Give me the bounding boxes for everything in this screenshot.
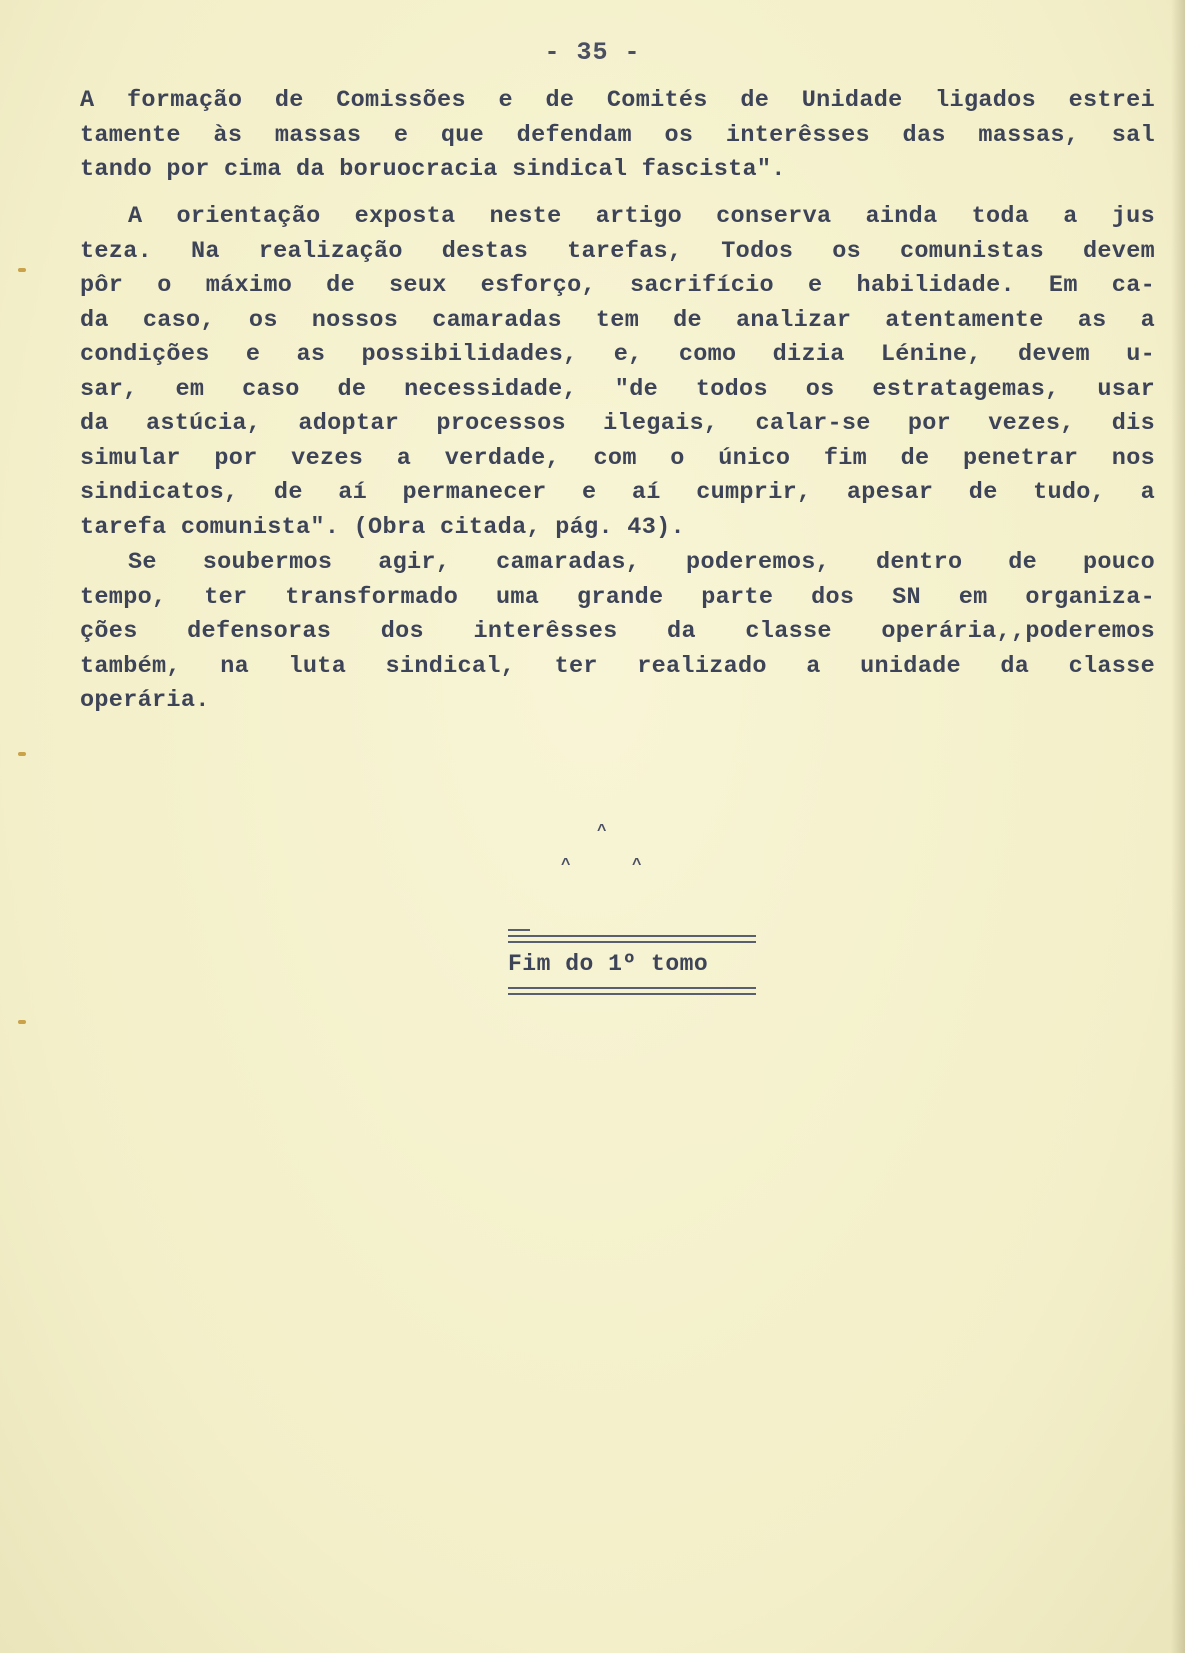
divider [508, 929, 530, 931]
text-line: tempo, ter transformado uma grande parte dos SN em organiza- [80, 583, 1155, 611]
text-line: sar, em caso de necessidade, "de todos os estratagemas, usar [80, 375, 1155, 403]
text-line: operária. [80, 687, 210, 714]
divider [508, 935, 756, 937]
end-of-volume-box [508, 925, 756, 999]
text-line: Se soubermos agir, camaradas, poderemos, dentro de pouco [128, 549, 1155, 576]
text-line: tarefa comunista". (Obra citada, pág. 43). [80, 513, 685, 541]
text-line: tamente às massas e que defendam os interêsses das massas, sal [80, 121, 1155, 149]
text-line: simular por vezes a verdade, com o único fim de penetrar nos [80, 444, 1155, 472]
margin-stain [18, 268, 26, 272]
divider [508, 987, 756, 989]
paragraph-2 [80, 200, 1155, 545]
paragraph-3 [80, 546, 1155, 719]
text-line: A orientação exposta neste artigo conserva ainda toda a jus [128, 203, 1155, 230]
text-line: condições e as possibilidades, e, como dizia Lénine, devem u- [80, 341, 1155, 368]
ornament-caret: ^ [561, 856, 571, 874]
ornament-caret: ^ [597, 822, 607, 840]
text-line: da caso, os nossos camaradas tem de analizar atentamente as a [80, 306, 1155, 334]
text-line: pôr o máximo de seux esforço, sacrifício e habilidade. Em ca- [80, 272, 1155, 299]
text-line: A formação de Comissões e de Comités de Unidade ligados estrei [80, 87, 1155, 114]
page-number: - 35 - [544, 38, 641, 67]
margin-stain [18, 752, 26, 756]
ornament-caret: ^ [632, 856, 642, 874]
divider [508, 941, 756, 943]
end-of-volume-label: Fim do 1º tomo [508, 951, 709, 977]
page-edge-shadow [1171, 0, 1185, 1653]
text-line: tando por cima da boruocracia sindical fascista". [80, 156, 786, 183]
text-line: sindicatos, de aí permanecer e aí cumprir, apesar de tudo, a [80, 479, 1155, 506]
margin-stain [18, 1020, 26, 1024]
text-line: ções defensoras dos interêsses da classe operária,,poderemos [80, 618, 1155, 645]
divider [508, 993, 756, 995]
text-line: teza. Na realização destas tarefas, Todos os comunistas devem [80, 237, 1155, 265]
text-line: também, na luta sindical, ter realizado a unidade da classe [80, 652, 1155, 680]
paragraph-1 [80, 84, 1155, 188]
text-line: da astúcia, adoptar processos ilegais, calar-se por vezes, dis [80, 410, 1155, 437]
